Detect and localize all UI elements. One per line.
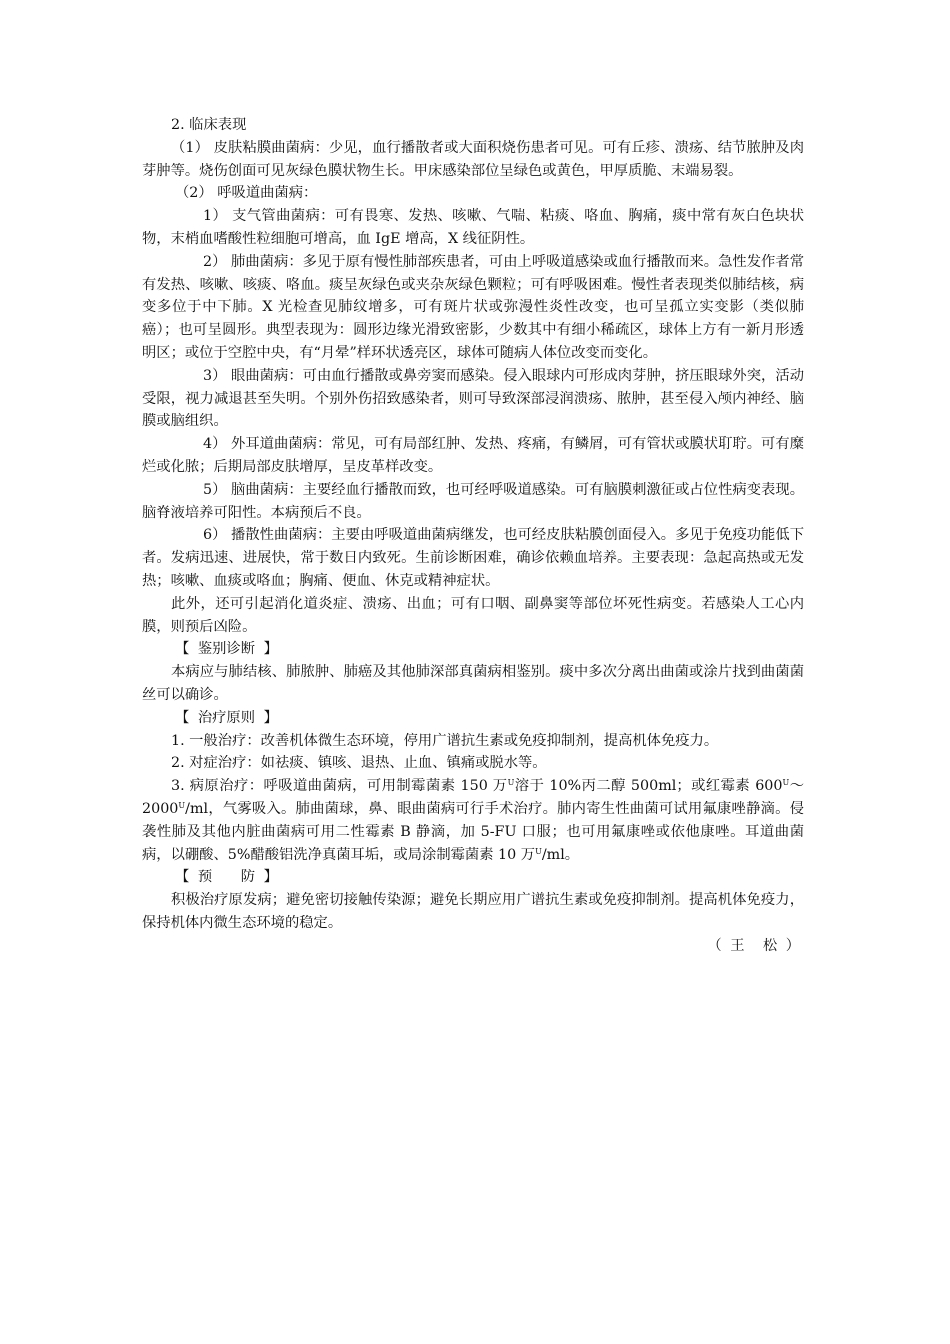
author-signature: （ 王 松 ） xyxy=(707,937,802,954)
unit-superscript: U xyxy=(178,800,186,810)
treatment-title: 治疗原则 xyxy=(197,709,256,726)
clinical-paragraph: 4） 外耳道曲菌病：常见，可有局部红肿、发热、疼痛，有鳞屑，可有管状或膜状耵聍。可有糜烂或化脓；后期局部皮肤增厚，呈皮革样改变。 xyxy=(142,436,804,475)
prevention-text: 积极治疗原发病；避免密切接触传染源；避免长期应用广谱抗生素或免疫抑制剂。提高机体免疫力，保持机体内微生态环境的稳定。 xyxy=(142,892,804,931)
document-page xyxy=(142,114,804,957)
clinical-paragraph: 2） 肺曲菌病：多见于原有慢性肺部疾患者，可由上呼吸道感染或血行播散而来。急性发作者常有发热、咳嗽、咳痰、咯血。痰呈灰绿色或夹杂灰绿色颗粒；可有呼吸困难。慢性者表现类似肺结核，病变多位于中下肺。X 光检查见肺纹增多，可有斑片状或弥漫性炎性改变，也可呈孤立实变影（类似肺癌）；也可呈圆形。典型表现为：圆形边缘光滑致密影，少数其中有细小稀疏区，球体上方有一新月形透明区；或位于空腔中央，有“月晕”样环状透亮区，球体可随病人体位改变而变化。 xyxy=(142,253,804,361)
clinical-paragraph: 此外，还可引起消化道炎症、溃疡、出血；可有口咽、副鼻窦等部位坏死性病变。若感染人工心内膜，则预后凶险。 xyxy=(142,595,804,635)
clinical-paragraph: 3） 眼曲菌病：可由血行播散或鼻旁窦而感染。侵入眼球内可形成肉芽肿，挤压眼球外突，活动受限，视力减退甚至失明。个别外伤招致感染者，则可导致深部浸润溃疡、脓肿，甚至侵入颅内神经、脑膜或脑组织。 xyxy=(142,367,804,430)
clinical-paragraph: 6） 播散性曲菌病：主要由呼吸道曲菌病继发，也可经皮肤粘膜创面侵入。多见于免疫功能低下者。发病迅速、进展快，常于数日内致死。生前诊断困难，确诊依赖血培养。主要表现：急起高热或无发热；咳嗽、血痰或咯血；胸痛、便血、休克或精神症状。 xyxy=(142,527,804,589)
diagnosis-title: 鉴别诊断 xyxy=(197,641,256,658)
unit-superscript: U xyxy=(535,846,542,856)
treatment-item: 1. 一般治疗：改善机体微生态环境，停用广谱抗生素或免疫抑制剂，提高机体免疫力。 xyxy=(171,732,719,749)
treatment-item-etiologic xyxy=(142,775,804,866)
diagnosis-text: 本病应与肺结核、肺脓肿、肺癌及其他肺深部真菌病相鉴别。痰中多次分离出曲菌或涂片找到曲菌菌丝可以确诊。 xyxy=(142,664,804,703)
diagnosis-heading xyxy=(142,638,804,661)
treatment-heading xyxy=(142,707,804,730)
text-segment: /ml。 xyxy=(541,846,580,863)
clinical-manifestations xyxy=(142,137,804,639)
clinical-paragraph: （1） 皮肤粘膜曲菌病：少见，血行播散者或大面积烧伤患者可见。可有丘疹、溃疡、结节脓肿及肉芽肿等。烧伤创面可见灰绿色膜状物生长。甲床感染部位呈绿色或黄色，甲厚质脆、末端易裂。 xyxy=(142,139,804,179)
clinical-paragraph: （2） 呼吸道曲菌病： xyxy=(175,185,318,202)
text-segment: ～2000 xyxy=(142,778,805,817)
bracket-close: 】 xyxy=(263,641,278,658)
bracket-close: 】 xyxy=(263,709,278,726)
unit-superscript: U xyxy=(507,778,515,788)
text-segment: /ml，气雾吸入。肺曲菌球，鼻、眼曲菌病可行手术治疗。肺内寄生性曲菌可试用氟康唑静滴。侵袭性肺及其他内脏曲菌病可用二性霉素 B 静滴，加 5-FU 口服；也可用氟康唑或依他康唑。耳道曲菌病，以硼酸、5%醋酸铝洗净真菌耳垢，或局涂制霉菌素 10 万 xyxy=(142,800,804,863)
text-segment: 3. 病原治疗：呼吸道曲菌病，可用制霉菌素 150 万 xyxy=(171,778,508,795)
bracket-open: 【 xyxy=(175,709,190,726)
bracket-open: 【 xyxy=(175,641,190,658)
prevention-title: 预 防 xyxy=(197,869,256,886)
prevention-heading xyxy=(142,866,804,889)
clinical-paragraph: 5） 脑曲菌病：主要经血行播散而致，也可经呼吸道感染。可有脑膜刺激征或占位性病变表现。脑脊液培养可阳性。本病预后不良。 xyxy=(142,481,804,521)
treatment-item: 2. 对症治疗：如祛痰、镇咳、退热、止血、镇痛或脱水等。 xyxy=(171,755,547,772)
bracket-close: 】 xyxy=(263,869,278,886)
unit-superscript: U xyxy=(782,778,790,788)
clinical-paragraph: 1） 支气管曲菌病：可有畏寒、发热、咳嗽、气喘、粘痰、咯血、胸痛，痰中常有灰白色块状物，末梢血嗜酸性粒细胞可增高，血 IgE 增高，X 线征阴性。 xyxy=(142,208,804,247)
section-title: 2. 临床表现 xyxy=(171,117,247,133)
text-segment: 溶于 10%丙二醇 500ml；或红霉素 600 xyxy=(514,778,783,795)
bracket-open: 【 xyxy=(175,869,190,886)
